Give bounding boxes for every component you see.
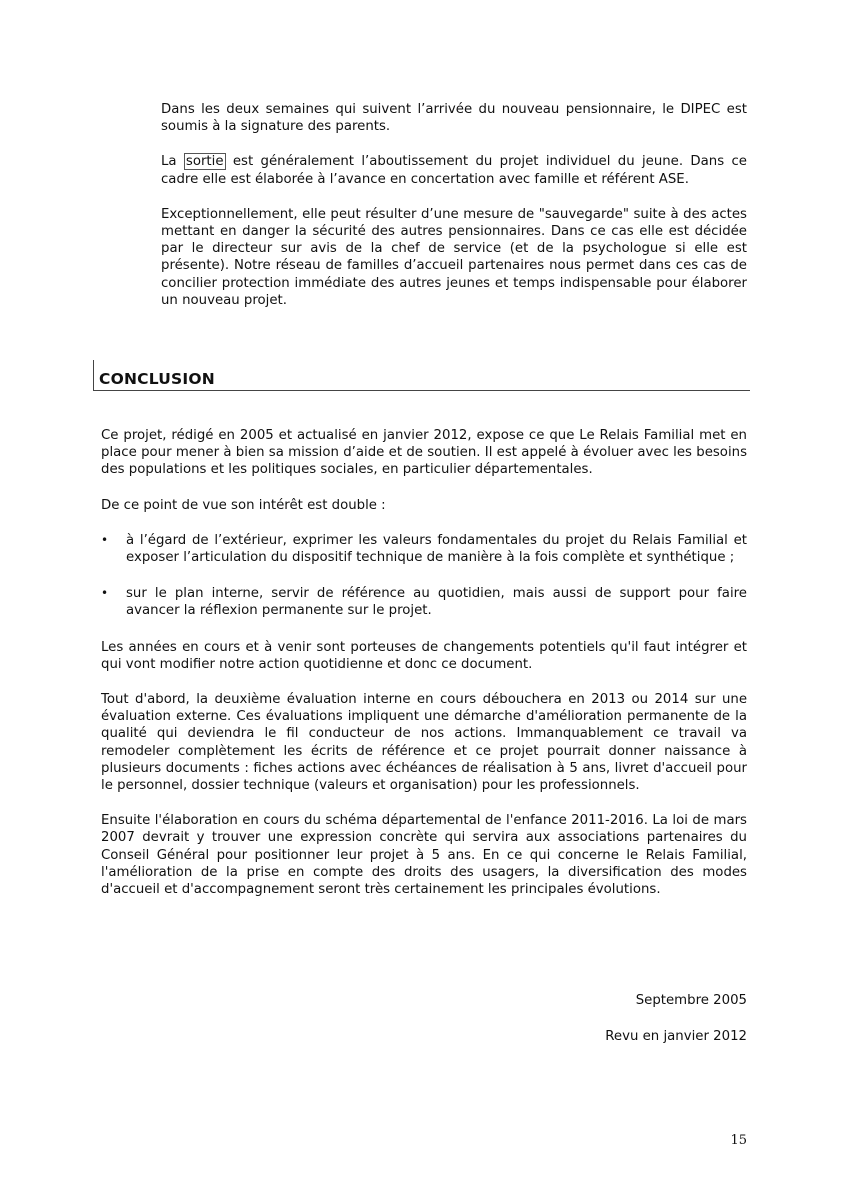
- list-item: [101, 585, 747, 619]
- conclusion-heading: CONCLUSION: [99, 370, 215, 388]
- page-number: 15: [730, 1133, 747, 1148]
- intro-paragraph-sortie: [161, 153, 747, 187]
- conclusion-paragraph-changements: Les années en cours et à venir sont porteuses de changements potentiels qu'il faut intégrer et qui vont modifier notre action quotidienne et donc ce document.: [101, 639, 747, 672]
- signoff-date-original: Septembre 2005: [635, 993, 747, 1008]
- conclusion-paragraph-interet: De ce point de vue son intérêt est double :: [101, 497, 386, 513]
- conclusion-paragraph-projet: Ce projet, rédigé en 2005 et actualisé en janvier 2012, expose ce que Le Relais Familial met en place pour mener à bien sa mission d’aide et de soutien. Il est appelé à évoluer avec les besoins des populations et les politiques sociales, en particulier départementales.: [101, 428, 747, 478]
- intro-paragraph-dipec: Dans les deux semaines qui suivent l’arrivée du nouveau pensionnaire, le DIPEC est soumis à la signature des parents.: [161, 102, 747, 135]
- intro-section: [161, 101, 747, 327]
- bullet-text: sur le plan interne, servir de référence au quotidien, mais aussi de support pour faire avancer la réflexion permanente sur le projet.: [126, 586, 747, 619]
- conclusion-paragraph-schema: Ensuite l'élaboration en cours du schéma départemental de l'enfance 2011-2016. La loi de mars 2007 devrait y trouver une expression concrète qui servira aux associations partenaires du Conseil Général pour positionner leur projet à 5 ans. En ce qui concerne le Relais Familial, l'amélioration de la prise en compte des droits des usagers, la diversification des modes d'accueil et d'accompagnement seront très certainement les principales évolutions.: [101, 813, 747, 898]
- sortie-rest: est généralement l’aboutissement du projet individuel du jeune. Dans ce cadre elle est élaborée à l’avance en concertation avec famille et référent ASE.: [161, 154, 747, 187]
- signoff-date-revised: Revu en janvier 2012: [605, 1029, 747, 1044]
- conclusion-bullet-list: [101, 532, 747, 620]
- sortie-boxed-word: sortie: [185, 154, 224, 170]
- conclusion-heading-frame: [93, 360, 750, 391]
- bullet-icon: •: [101, 532, 109, 547]
- conclusion-section: [101, 427, 747, 916]
- sortie-lead: La: [161, 154, 184, 170]
- intro-paragraph-sauvegarde: Exceptionnellement, elle peut résulter d’une mesure de "sauvegarde" suite à des actes mettant en danger la sécurité des autres pensionnaires. Dans ce cas elle est décidée par le directeur sur avis de la chef de service (et de la psychologue si elle est présente). Notre réseau de familles d’accueil partenaires nous permet dans ces cas de concilier protection immédiate des autres jeunes et temps indispensable pour élaborer un nouveau projet.: [161, 206, 747, 308]
- conclusion-paragraph-evaluation: Tout d'abord, la deuxième évaluation interne en cours débouchera en 2013 ou 2014 sur une évaluation externe. Ces évaluations impliquent une démarche d'amélioration permanente de la qualité qui deviendra le fil conducteur de nos actions. Immanquablement ce travail va remodeler complètement les écrits de référence et ce projet pourrait donner naissance à plusieurs documents : fiches actions avec échéances de réalisation à 5 ans, livret d'accueil pour le personnel, dossier technique (valeurs et organisation) pour les professionnels.: [101, 692, 747, 794]
- bullet-icon: •: [101, 586, 109, 601]
- bullet-text: à l’égard de l’extérieur, exprimer les valeurs fondamentales du projet du Relais Familial et exposer l’articulation du dispositif technique de manière à la fois complète et synthétique ;: [126, 532, 747, 566]
- list-item: [101, 532, 747, 566]
